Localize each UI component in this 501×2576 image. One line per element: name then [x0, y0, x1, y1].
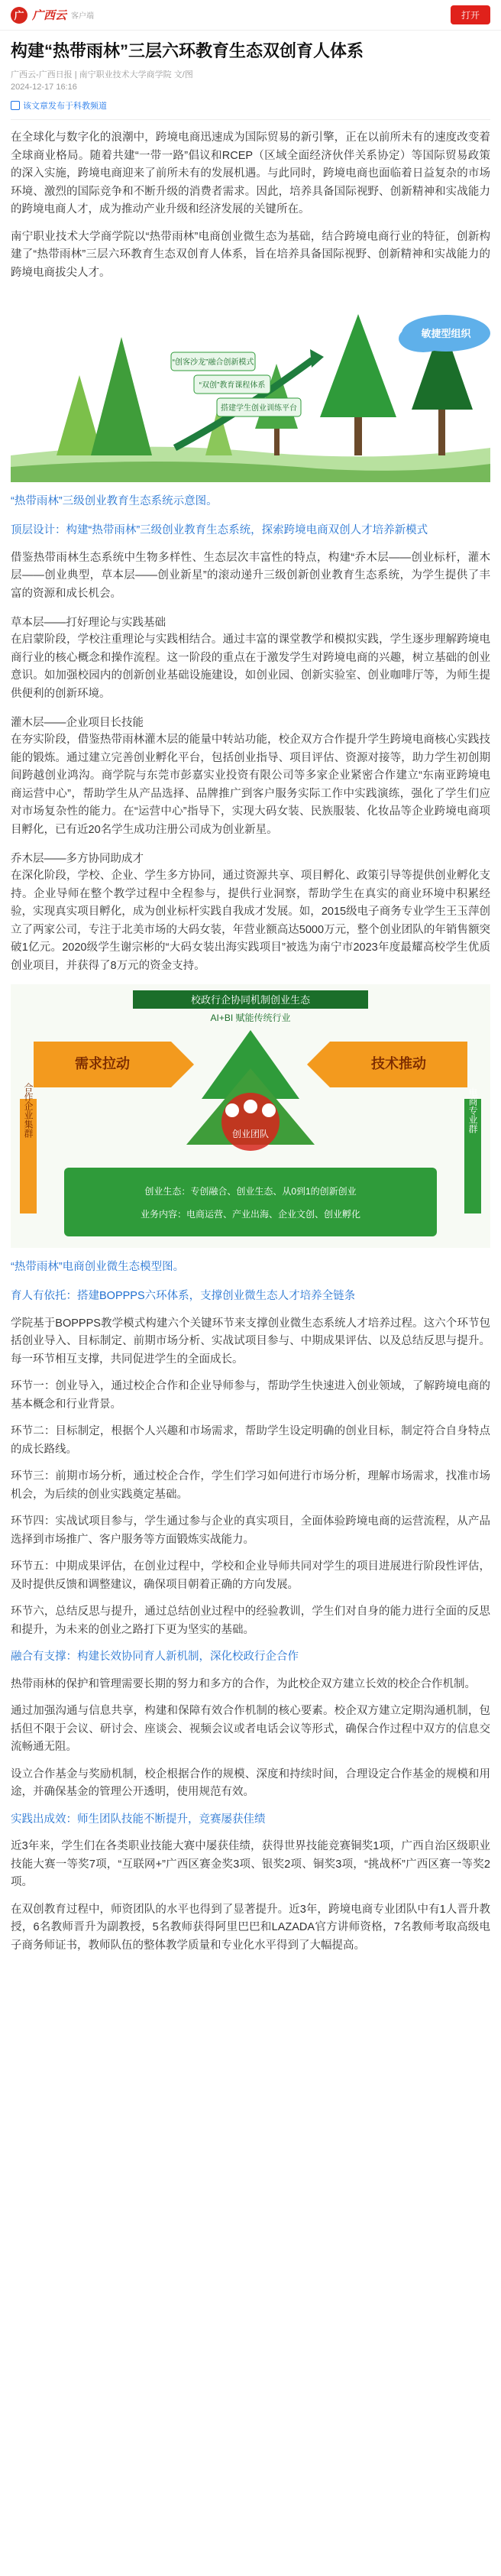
section-heading-2: 育人有依托：搭建BOPPPS六环体系，支撑创业微生态人才培养全链条	[11, 1290, 356, 1302]
paragraph-step-2: 环节二：目标制定，根据个人兴趣和市场需求，帮助学生设定明确的创业目标，制定符合自身特点的成长路线。	[11, 1425, 490, 1456]
figure-box-1: “创客沙龙”融合创新模式	[172, 358, 254, 367]
article-body	[0, 40, 501, 1955]
paragraph-awards: 近3年来，学生们在各类职业技能大赛中屡获佳绩，获得世界技能竞赛铜奖1项，广西自治区级职业技能大赛一等奖7项，“互联网+”广西区赛金奖3项、银奖2项、铜奖3项，“挑战杯”广西区赛一等奖2项。	[11, 1840, 490, 1888]
paragraph-tree: 在深化阶段，学校、企业、学生多方协同，通过资源共享、项目孵化、政策引导等提供创业孵化支持。企业导师在整个教学过程中全程参与，提供行业洞察，帮助学生在真实的商业环境中积累经验，实现真实项目孵化，成为创业标杆实践自我成才发展。如，2015级电子商务专业学生王玉萍创立了两家公司，专注于北美市场的大码女装，年营业额高达5000万元，整个创业团队的年销售额突破1亿元。2020级学生谢宗彬的“大码女装出海实践项目”被选为南宁市2023年度最耀高校学生优质创业项目，并获得了8万元的资金支持。	[11, 870, 490, 972]
cloud-label: 敏捷型组织	[421, 328, 471, 339]
model-note-2: 业务内容：电商运营、产业出海、企业文创、创业孵化	[140, 1209, 361, 1220]
logo-subtext: 客户端	[71, 12, 95, 21]
demand-label: 需求拉动	[75, 1056, 130, 1071]
paragraph-step-1: 环节一：创业导入，通过校企合作和企业导师参与，帮助学生快速进入创业领域，了解跨境电商的基本概念和行业背景。	[11, 1380, 490, 1411]
article-title: 构建“热带雨林”三层六环教育生态双创育人体系	[11, 41, 364, 60]
model-banner: 校政行企协同机制创业生态	[190, 994, 311, 1006]
tech-label: 技术推动	[371, 1056, 426, 1071]
section-heading-3: 融合有支撑：构建长效协同育人新机制，深化校政行企合作	[11, 1651, 299, 1663]
team-label: 创业团队	[231, 1129, 270, 1139]
paragraph-intro: 在全球化与数字化的浪潮中，跨境电商迅速成为国际贸易的新引擎，正在以前所未有的速度改变着全球商业格局。随着共建“一带一路”倡议和RCEP（区域全面经济伙伴关系协定）等国际贸易政策的深入实施，跨境电商迎来了前所未有的发展机遇。与此同时，跨境电商也面临着日益复杂的市场环境、激烈的国际竞争和不断升级的消费者需求。因此，培养具备国际视野、创新精神和实战能力的跨境电商人才，成为推动产业升级和经济发展的关键所在。	[11, 131, 490, 215]
paragraph-cooperation: 热带雨林的保护和管理需要长期的努力和多方的合作，为此校企双方建立长效的校企合作机制。	[11, 1677, 476, 1690]
paragraph-boppps: 学院基于BOPPPS教学模式构建六个关键环节来支撑创业微生态系统人才培养过程。这六个环节包括创业导入、目标制定、前期市场分析、实战试项目参与、中期成果评估、以及总结反思与提升。每一环节相互支撑，共同促进学生的全面成长。	[11, 1317, 490, 1366]
paragraph-step-3: 环节三：前期市场分析，通过校企合作，学生们学习如何进行市场分析，理解市场需求，找准市场机会，为后续的创业实践奠定基础。	[11, 1470, 490, 1501]
paragraph-shrub: 在夯实阶段，借鉴热带雨林灌木层的能量中转站功能，校企双方合作提升学生跨境电商核心实践技能的锻炼。通过建立完善创业孵化平台，包括创业指导、项目评估、资源对接等，助力学生初创期间跨越创业鸿沟。商学院与东莞市彭嘉实业投资有限公司等多家企业紧密合作建立“东南亚跨境电商运营中心”，帮助学生从产品选择、品牌推广到客户服务实际工作中实践演练，强化了学生们应对市场复杂性的能力。在“运营中心”指导下，实现大码女装、民族服装、化妆品等企业跨境电商项目孵化，已有近20名学生成功注册公司成为创业新星。	[11, 734, 490, 836]
article-source: 广西云-广西日报 | 南宁职业技术大学商学院 文/图	[11, 70, 193, 79]
ecosystem-illustration	[11, 291, 490, 482]
logo-icon: 广	[11, 7, 27, 24]
figure-box-3: 搭建学生创业训练平台	[221, 404, 297, 413]
figure-2-caption: “热带雨林”电商创业微生态模型图。	[11, 1261, 185, 1273]
channel-tag-text: 该文章发布于科教频道	[23, 102, 107, 111]
figure-ecosystem	[11, 291, 490, 486]
paragraph-step-6: 环节六，总结反思与提升，通过总结创业过程中的经验教训，学生们对自身的能力进行全面的反思和提升，为未来的创业之路打下更为坚实的基础。	[11, 1606, 490, 1636]
section-heading-4: 实践出成效：师生团队技能不断提升，竞赛屡获佳绩	[11, 1813, 266, 1826]
paragraph-fund: 设立合作基金与奖励机制，校企根据合作的规模、深度和持续时间，合理设定合作基金的规模和用途，并确保基金的管理公开透明，使用规范有效。	[11, 1768, 490, 1798]
subsection-title-herb: 草本层——打好理论与实践基础	[11, 617, 166, 629]
model-note-1: 创业生态：专创融合、创业生态、从0到1的创新创业	[144, 1186, 357, 1197]
divider	[11, 119, 490, 120]
section-heading-1: 顶层设计：构建“热带雨林”三级创业教育生态系统，探索跨境电商双创人才培养新模式	[11, 524, 428, 536]
model-subbanner: AI+BI 赋能传统行业	[210, 1013, 291, 1023]
enterprise-cluster-label: 合作企业集群	[23, 1083, 34, 1138]
logo-text: 广西云	[32, 9, 67, 22]
subsection-title-tree: 乔木层——多方协同助成才	[11, 853, 144, 865]
paragraph-step-5: 环节五：中期成果评估，在创业过程中，学校和企业导师共同对学生的项目进展进行阶段性评估，及时提供反馈和调整建议，确保项目朝着正确的方向发展。	[11, 1560, 490, 1591]
figure-model	[11, 984, 490, 1252]
figure-1-caption: “热带雨林”三级创业教育生态系统示意图。	[11, 495, 218, 507]
app-header	[0, 0, 501, 31]
paragraph-communication: 通过加强沟通与信息共享，构建和保障有效合作机制的核心要素。校企双方建立定期沟通机制，包括但不限于会议、研讨会、座谈会、视频会议或者电话会议等形式，确保合作过程中双方的信息交流畅通无阻。	[11, 1705, 490, 1753]
channel-tag[interactable]	[11, 99, 490, 112]
article-date: 2024-12-17 16:16	[11, 83, 77, 92]
micro-ecosystem-model	[11, 984, 490, 1248]
logo[interactable]	[11, 7, 94, 24]
paragraph-overview: 南宁职业技术大学商学院以“热带雨林”电商创业微生态为基础，结合跨境电商行业的特征，创新构建了“热带雨林”三层六环教育生态双创育人体系，旨在培养具备国际视野、创新精神和实战能力的跨境电商拔尖人才。	[11, 230, 490, 279]
figure-box-2: “双创”教育课程体系	[199, 381, 266, 390]
paragraph-faculty: 在双创教育过程中，师资团队的水平也得到了显著提升。近3年，跨境电商专业团队中有1人晋升教授，6名教师晋升为副教授，5名教师获得阿里巴巴和LAZADA官方讲师资格，7名教师考取高级电子商务师证书，教师队伍的整体教学质量和专业化水平得到了大幅提高。	[11, 1903, 490, 1952]
open-app-button[interactable]: 打开	[451, 5, 490, 24]
channel-tag-icon	[11, 101, 20, 110]
major-cluster-label: 电商专业群	[467, 1087, 478, 1133]
paragraph-step-4: 环节四：实战试项目参与，学生通过参与企业的真实项目，全面体验跨境电商的运营流程，从产品选择到市场推广、客户服务等方面锻炼实战能力。	[11, 1515, 490, 1546]
paragraph-herb: 在启蒙阶段，学校注重理论与实践相结合。通过丰富的课堂教学和模拟实践，学生逐步理解跨境电商行业的核心概念和操作流程。这一阶段的重点在于激发学生对跨境电商的兴趣，树立基础的创业意识。如加强校园内的创新创业基础设施建设，如创业园、创新实验室、创业咖啡厅等，为师生提供便利的创新环境。	[11, 633, 490, 700]
subsection-title-shrub: 灌木层——企业项目长技能	[11, 717, 144, 729]
paragraph-ecosystem: 借鉴热带雨林生态系统中生物多样性、生态层次丰富性的特点，构建“乔木层——创业标杆，灌木层——创业典型，草本层——创业新星”的滚动递升三级创新创业教育生态系统，为学生提供了丰富的资源和成长机会。	[11, 551, 490, 600]
